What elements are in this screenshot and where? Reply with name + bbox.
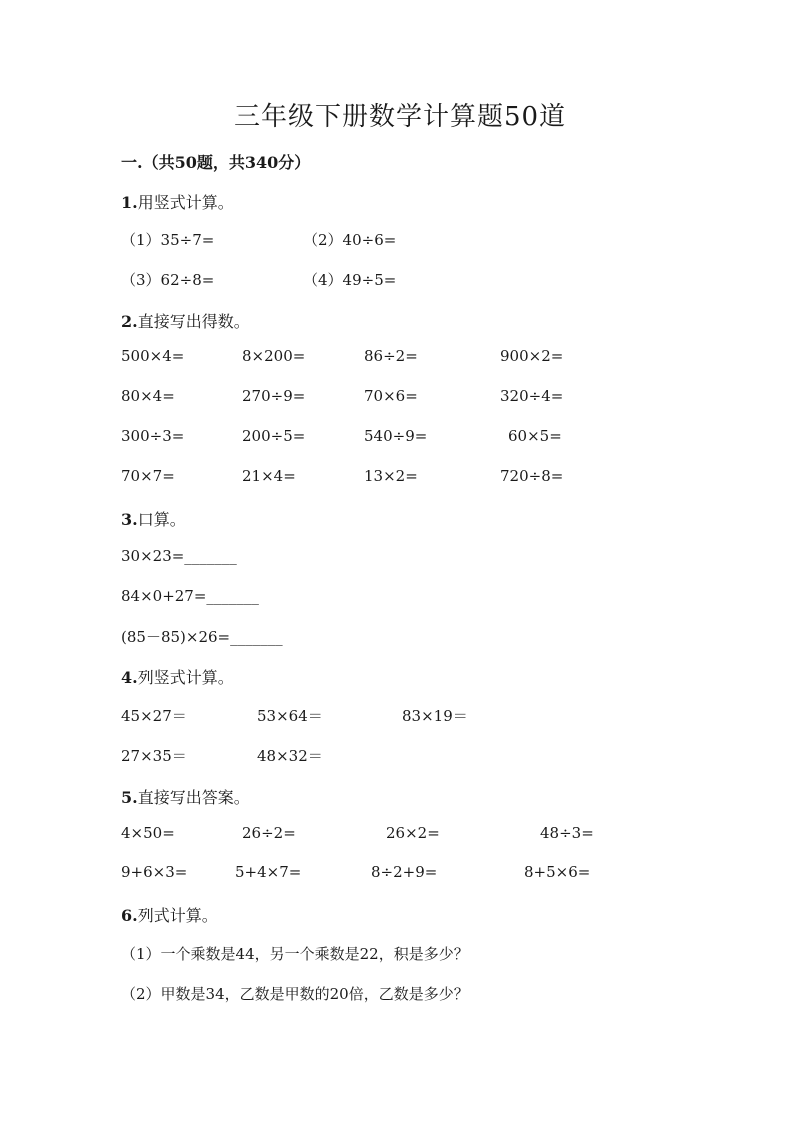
q4-item: 45×27＝ (121, 707, 187, 725)
q2-cell: 13×2= (364, 467, 418, 485)
q2-cell: 200÷5= (242, 427, 306, 445)
q2-cell: 80×4= (121, 387, 175, 405)
q4-item: 48×32＝ (257, 747, 323, 765)
q5-cell: 48÷3= (540, 824, 594, 842)
question-text: 口算。 (137, 510, 186, 529)
q2-cell: 8×200= (242, 347, 306, 365)
q2-cell: 86÷2= (364, 347, 418, 365)
question-number: 4. (121, 668, 138, 687)
question-text: 直接写出答案。 (137, 788, 250, 807)
question-5-heading (121, 785, 250, 808)
q4-item: 53×64＝ (257, 707, 323, 725)
q6-item: （2）甲数是34，乙数是甲数的20倍，乙数是多少？ (121, 985, 469, 1003)
q2-cell: 21×4= (242, 467, 296, 485)
q5-cell: 8÷2+9= (371, 863, 438, 881)
question-text: 直接写出得数。 (137, 312, 250, 331)
question-text: 列式计算。 (137, 906, 218, 925)
q1-item: （4）49÷5= (303, 271, 397, 289)
q5-cell: 4×50= (121, 824, 175, 842)
q4-item: 83×19＝ (402, 707, 468, 725)
q2-cell: 70×6= (364, 387, 418, 405)
question-number: 6. (121, 906, 138, 925)
q4-item: 27×35＝ (121, 747, 187, 765)
question-6-heading (121, 903, 218, 926)
question-text: 列竖式计算。 (137, 668, 234, 687)
q2-cell: 540÷9= (364, 427, 428, 445)
q1-item: （1）35÷7= (121, 231, 215, 249)
q2-cell: 70×7= (121, 467, 175, 485)
q2-cell: 300÷3= (121, 427, 185, 445)
q3-item: (85－85)×26=_______ (121, 628, 283, 646)
question-3-heading (121, 507, 186, 530)
q2-cell: 60×5= (508, 427, 562, 445)
question-1-heading (121, 190, 234, 213)
q5-cell: 26×2= (386, 824, 440, 842)
question-4-heading (121, 665, 234, 688)
part-header: 一.（共50题，共340分） (121, 153, 311, 172)
question-text: 用竖式计算。 (137, 193, 234, 212)
q1-item: （3）62÷8= (121, 271, 215, 289)
page-title: 三年级下册数学计算题50道 (233, 102, 567, 132)
question-number: 1. (121, 193, 138, 212)
q2-cell: 900×2= (500, 347, 564, 365)
q2-cell: 720÷8= (500, 467, 564, 485)
question-number: 5. (121, 788, 138, 807)
question-number: 2. (121, 312, 138, 331)
q2-cell: 320÷4= (500, 387, 564, 405)
question-2-heading (121, 309, 250, 332)
q1-item: （2）40÷6= (303, 231, 397, 249)
q3-item: 84×0+27=_______ (121, 587, 259, 605)
q6-item: （1）一个乘数是44，另一个乘数是22，积是多少？ (121, 945, 469, 963)
question-number: 3. (121, 510, 138, 529)
q5-cell: 9+6×3= (121, 863, 188, 881)
q5-cell: 8+5×6= (524, 863, 591, 881)
q5-cell: 26÷2= (242, 824, 296, 842)
q2-cell: 500×4= (121, 347, 185, 365)
q2-cell: 270÷9= (242, 387, 306, 405)
q5-cell: 5+4×7= (235, 863, 302, 881)
q3-item: 30×23=_______ (121, 547, 237, 565)
